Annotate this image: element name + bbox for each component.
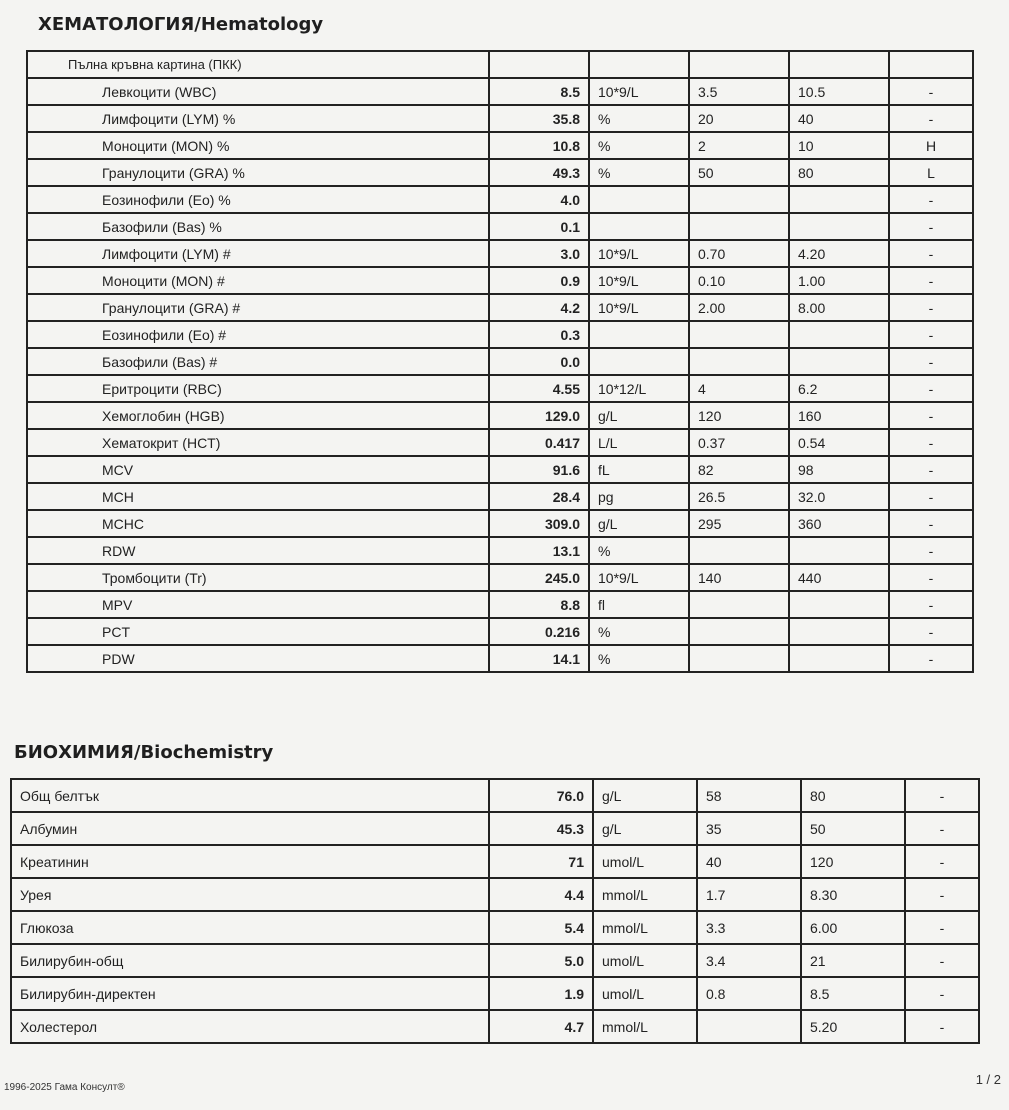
- ref-high: 98: [789, 456, 889, 483]
- flag: -: [905, 911, 979, 944]
- result-value: 0.3: [489, 321, 589, 348]
- result-value: 309.0: [489, 510, 589, 537]
- flag: -: [889, 564, 973, 591]
- result-value: 0.9: [489, 267, 589, 294]
- unit: g/L: [593, 779, 697, 812]
- ref-high: [789, 591, 889, 618]
- result-value: 4.7: [489, 1010, 593, 1043]
- ref-low: 26.5: [689, 483, 789, 510]
- ref-high: 4.20: [789, 240, 889, 267]
- ref-high: [789, 213, 889, 240]
- test-name: Креатинин: [11, 845, 489, 878]
- result-value: 0.1: [489, 213, 589, 240]
- flag: -: [905, 1010, 979, 1043]
- ref-high: 32.0: [789, 483, 889, 510]
- unit: [589, 213, 689, 240]
- unit: %: [589, 537, 689, 564]
- unit: [589, 348, 689, 375]
- flag: -: [889, 618, 973, 645]
- test-name: Тромбоцити (Tr): [27, 564, 489, 591]
- ref-high: 440: [789, 564, 889, 591]
- result-value: 4.0: [489, 186, 589, 213]
- ref-low: 50: [689, 159, 789, 186]
- flag: -: [889, 645, 973, 672]
- unit: g/L: [589, 402, 689, 429]
- ref-low: 4: [689, 375, 789, 402]
- ref-high: 6.2: [789, 375, 889, 402]
- flag: -: [889, 402, 973, 429]
- table-row: [27, 78, 973, 105]
- table-row: [27, 483, 973, 510]
- biochemistry-table: [10, 778, 980, 1044]
- test-name: Гранулоцити (GRA) #: [27, 294, 489, 321]
- ref-low: 120: [689, 402, 789, 429]
- test-name: Хемоглобин (HGB): [27, 402, 489, 429]
- result-value: 76.0: [489, 779, 593, 812]
- ref-high: [789, 348, 889, 375]
- ref-low: 58: [697, 779, 801, 812]
- unit: 10*9/L: [589, 564, 689, 591]
- result-value: 5.4: [489, 911, 593, 944]
- unit: L/L: [589, 429, 689, 456]
- result-value: 5.0: [489, 944, 593, 977]
- test-name: MCHC: [27, 510, 489, 537]
- test-name: RDW: [27, 537, 489, 564]
- flag: -: [905, 878, 979, 911]
- table-row: [27, 294, 973, 321]
- table-row: [27, 348, 973, 375]
- unit: umol/L: [593, 944, 697, 977]
- unit: 10*9/L: [589, 78, 689, 105]
- ref-low: 0.70: [689, 240, 789, 267]
- ref-low: 295: [689, 510, 789, 537]
- unit: fl: [589, 591, 689, 618]
- test-name: MCV: [27, 456, 489, 483]
- result-value: 13.1: [489, 537, 589, 564]
- ref-high: 8.5: [801, 977, 905, 1010]
- unit: 10*9/L: [589, 240, 689, 267]
- result-value: 71: [489, 845, 593, 878]
- ref-high: 80: [789, 159, 889, 186]
- ref-high: 40: [789, 105, 889, 132]
- result-value: 8.5: [489, 78, 589, 105]
- ref-low: 0.37: [689, 429, 789, 456]
- flag: -: [889, 105, 973, 132]
- test-name: Гранулоцити (GRA) %: [27, 159, 489, 186]
- result-value: 8.8: [489, 591, 589, 618]
- flag: -: [889, 456, 973, 483]
- ref-high: [789, 645, 889, 672]
- ref-low: 1.7: [697, 878, 801, 911]
- biochemistry-title: БИОХИМИЯ/Biochemistry: [14, 742, 274, 763]
- unit: 10*12/L: [589, 375, 689, 402]
- ref-low: [689, 537, 789, 564]
- table-row: [27, 213, 973, 240]
- result-value: 129.0: [489, 402, 589, 429]
- table-header-row: [27, 51, 973, 78]
- test-name: Урея: [11, 878, 489, 911]
- test-name: Глюкоза: [11, 911, 489, 944]
- table-row: [27, 537, 973, 564]
- test-name: Албумин: [11, 812, 489, 845]
- flag: -: [889, 537, 973, 564]
- table-row: [11, 779, 979, 812]
- ref-high: [789, 618, 889, 645]
- ref-high: 8.00: [789, 294, 889, 321]
- result-value: 45.3: [489, 812, 593, 845]
- ref-high: 10.5: [789, 78, 889, 105]
- table-row: [27, 105, 973, 132]
- unit: [589, 186, 689, 213]
- table-row: [27, 402, 973, 429]
- flag: L: [889, 159, 973, 186]
- test-name: PDW: [27, 645, 489, 672]
- ref-low: [689, 321, 789, 348]
- result-value: 4.2: [489, 294, 589, 321]
- table-row: [27, 132, 973, 159]
- unit: pg: [589, 483, 689, 510]
- result-value: 4.55: [489, 375, 589, 402]
- unit: g/L: [589, 510, 689, 537]
- table-row: [11, 812, 979, 845]
- ref-low: 2.00: [689, 294, 789, 321]
- flag: -: [889, 294, 973, 321]
- result-value: 0.417: [489, 429, 589, 456]
- flag: -: [905, 944, 979, 977]
- test-name: Еозинофили (Eo) %: [27, 186, 489, 213]
- unit: [589, 321, 689, 348]
- ref-high: 6.00: [801, 911, 905, 944]
- flag: -: [889, 267, 973, 294]
- ref-low: [689, 348, 789, 375]
- ref-low: 35: [697, 812, 801, 845]
- test-name: Лимфоцити (LYM) #: [27, 240, 489, 267]
- flag: -: [889, 375, 973, 402]
- test-name: Еозинофили (Eo) #: [27, 321, 489, 348]
- table-row: [11, 1010, 979, 1043]
- result-value: 0.216: [489, 618, 589, 645]
- result-value: 10.8: [489, 132, 589, 159]
- ref-high: 8.30: [801, 878, 905, 911]
- flag: -: [905, 845, 979, 878]
- ref-low: [689, 618, 789, 645]
- ref-low: 40: [697, 845, 801, 878]
- ref-high: 1.00: [789, 267, 889, 294]
- ref-high: [789, 186, 889, 213]
- unit: g/L: [593, 812, 697, 845]
- ref-low: 3.5: [689, 78, 789, 105]
- flag: -: [889, 78, 973, 105]
- copyright-text: 1996-2025 Гама Консулт®: [4, 1082, 125, 1093]
- hematology-title: ХЕМАТОЛОГИЯ/Hematology: [38, 14, 324, 35]
- unit: %: [589, 159, 689, 186]
- table-row: [27, 564, 973, 591]
- unit: 10*9/L: [589, 267, 689, 294]
- result-value: 0.0: [489, 348, 589, 375]
- unit: mmol/L: [593, 878, 697, 911]
- ref-high: 160: [789, 402, 889, 429]
- ref-high: 120: [801, 845, 905, 878]
- ref-low: [697, 1010, 801, 1043]
- table-row: [11, 878, 979, 911]
- ref-low: 82: [689, 456, 789, 483]
- test-name: Еритроцити (RBC): [27, 375, 489, 402]
- test-name: Левкоцити (WBC): [27, 78, 489, 105]
- ref-high: 360: [789, 510, 889, 537]
- result-value: 14.1: [489, 645, 589, 672]
- ref-low: 20: [689, 105, 789, 132]
- flag: -: [889, 591, 973, 618]
- flag: -: [889, 321, 973, 348]
- table-row: [27, 240, 973, 267]
- test-name: MPV: [27, 591, 489, 618]
- table-row: [27, 267, 973, 294]
- table-row: [11, 845, 979, 878]
- unit: %: [589, 618, 689, 645]
- test-name: Базофили (Bas) %: [27, 213, 489, 240]
- ref-high: 10: [789, 132, 889, 159]
- result-value: 245.0: [489, 564, 589, 591]
- unit: fL: [589, 456, 689, 483]
- ref-low: [689, 591, 789, 618]
- unit: mmol/L: [593, 911, 697, 944]
- ref-high: 0.54: [789, 429, 889, 456]
- page-number: 1 / 2: [975, 1072, 1001, 1087]
- flag: H: [889, 132, 973, 159]
- table-row: [11, 977, 979, 1010]
- ref-low: 0.10: [689, 267, 789, 294]
- ref-low: [689, 186, 789, 213]
- ref-low: [689, 645, 789, 672]
- ref-low: 3.4: [697, 944, 801, 977]
- table-row: [27, 321, 973, 348]
- test-name: Билирубин-директен: [11, 977, 489, 1010]
- unit: umol/L: [593, 977, 697, 1010]
- ref-low: [689, 213, 789, 240]
- flag: -: [905, 812, 979, 845]
- table-row: [27, 618, 973, 645]
- result-value: 35.8: [489, 105, 589, 132]
- ref-high: [789, 321, 889, 348]
- table-row: [27, 510, 973, 537]
- flag: -: [905, 779, 979, 812]
- result-value: 28.4: [489, 483, 589, 510]
- unit: %: [589, 132, 689, 159]
- test-name: Билирубин-общ: [11, 944, 489, 977]
- result-value: 4.4: [489, 878, 593, 911]
- flag: -: [889, 240, 973, 267]
- result-value: 91.6: [489, 456, 589, 483]
- flag: -: [889, 348, 973, 375]
- group-label: Пълна кръвна картина (ПКК): [27, 51, 489, 78]
- unit: %: [589, 645, 689, 672]
- flag: -: [905, 977, 979, 1010]
- table-row: [27, 429, 973, 456]
- ref-high: 50: [801, 812, 905, 845]
- ref-low: 140: [689, 564, 789, 591]
- ref-high: 5.20: [801, 1010, 905, 1043]
- table-row: [27, 591, 973, 618]
- ref-low: 0.8: [697, 977, 801, 1010]
- test-name: Базофили (Bas) #: [27, 348, 489, 375]
- ref-low: 3.3: [697, 911, 801, 944]
- flag: -: [889, 213, 973, 240]
- table-row: [11, 944, 979, 977]
- table-row: [27, 456, 973, 483]
- result-value: 1.9: [489, 977, 593, 1010]
- result-value: 49.3: [489, 159, 589, 186]
- ref-high: [789, 537, 889, 564]
- test-name: Хематокрит (HCT): [27, 429, 489, 456]
- test-name: Холестерол: [11, 1010, 489, 1043]
- ref-high: 21: [801, 944, 905, 977]
- unit: umol/L: [593, 845, 697, 878]
- table-row: [27, 159, 973, 186]
- table-row: [27, 375, 973, 402]
- flag: -: [889, 483, 973, 510]
- result-value: 3.0: [489, 240, 589, 267]
- test-name: PCT: [27, 618, 489, 645]
- flag: -: [889, 429, 973, 456]
- unit: mmol/L: [593, 1010, 697, 1043]
- test-name: Лимфоцити (LYM) %: [27, 105, 489, 132]
- flag: -: [889, 186, 973, 213]
- ref-low: 2: [689, 132, 789, 159]
- table-row: [11, 911, 979, 944]
- hematology-table: [26, 50, 974, 673]
- test-name: MCH: [27, 483, 489, 510]
- unit: 10*9/L: [589, 294, 689, 321]
- unit: %: [589, 105, 689, 132]
- table-row: [27, 186, 973, 213]
- test-name: Общ белтък: [11, 779, 489, 812]
- test-name: Моноцити (MON) %: [27, 132, 489, 159]
- ref-high: 80: [801, 779, 905, 812]
- flag: -: [889, 510, 973, 537]
- table-row: [27, 645, 973, 672]
- test-name: Моноцити (MON) #: [27, 267, 489, 294]
